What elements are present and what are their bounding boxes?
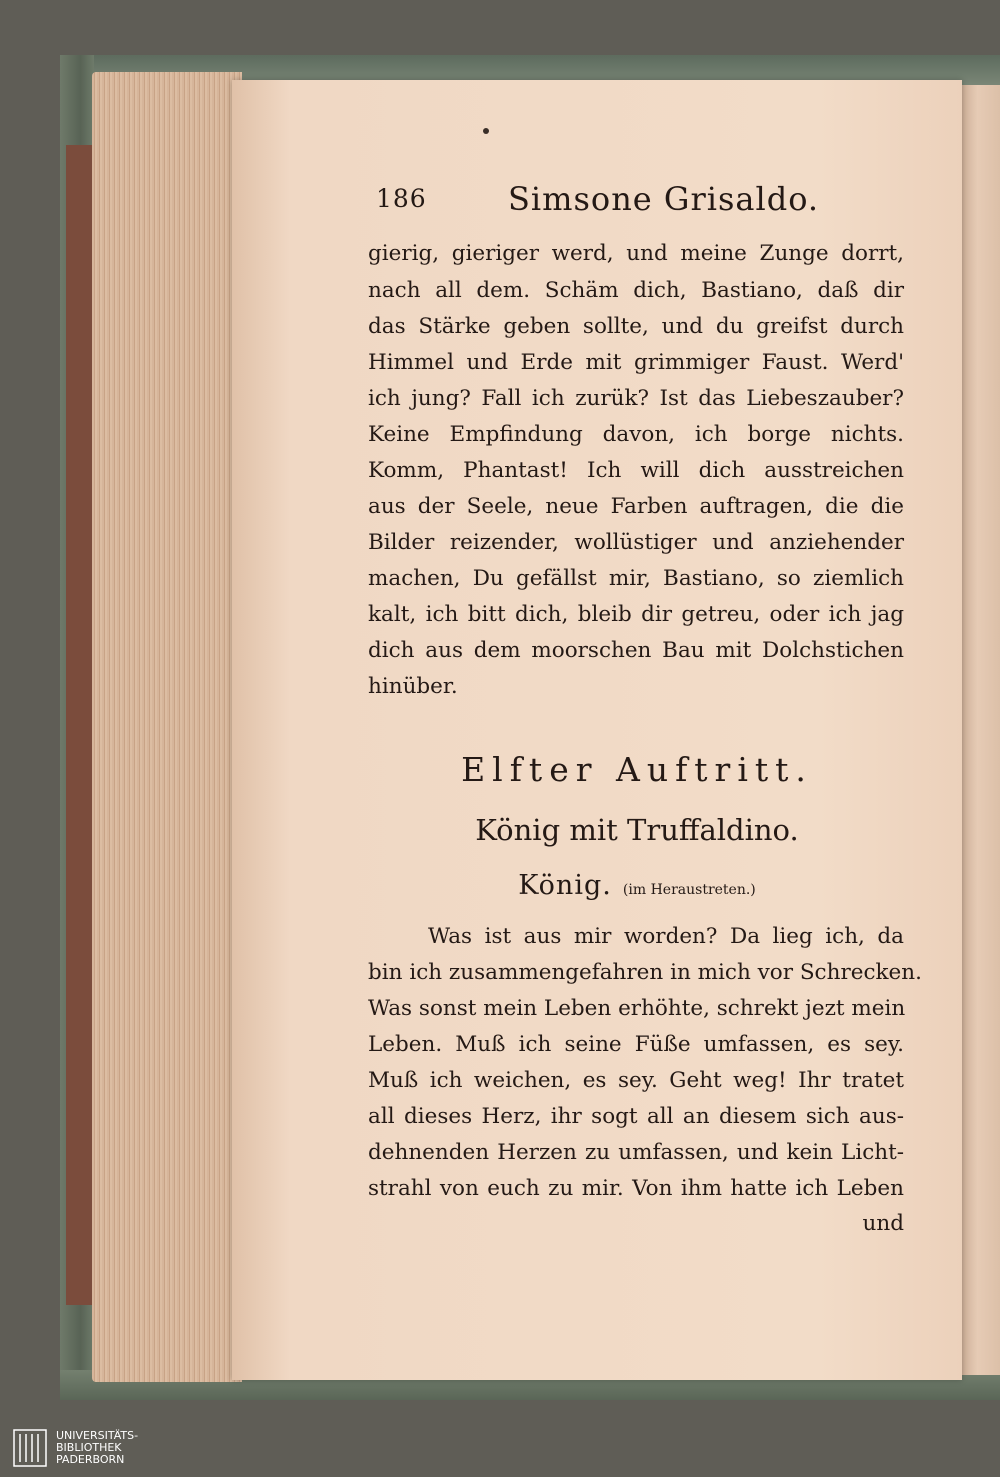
text-line: all dieses Herz, ihr sogt all an diesem sich aus-	[368, 1104, 904, 1129]
text-line: Was ist aus mir worden? Da lieg ich, da	[428, 924, 904, 949]
text-line: Was sonst mein Leben erhöhte, schrekt jezt mein	[368, 996, 906, 1021]
cover-spine-leather	[66, 145, 92, 1305]
logo-line-3: PADERBORN	[56, 1453, 125, 1466]
page-edges	[92, 72, 242, 1382]
text-line: bin ich zusammengefahren in mich vor Schrecken.	[368, 960, 922, 985]
text-line: machen, Du gefällst mir, Bastiano, so ziemlich	[368, 566, 904, 591]
speaker-name: König.	[518, 870, 612, 901]
text-line: Bilder reizender, wollüstiger und anziehender	[368, 530, 904, 555]
text-line: strahl von euch zu mir. Von ihm hatte ich Leben	[368, 1176, 904, 1201]
library-logo-text	[56, 1430, 138, 1466]
logo-line-2: BIBLIOTHEK	[56, 1441, 122, 1454]
text-line: dehnenden Herzen zu umfassen, und kein Licht-	[368, 1140, 904, 1165]
text-line: gierig, gieriger werd, und meine Zunge dorrt,	[368, 241, 904, 266]
text-line: aus der Seele, neue Farben auftragen, die die	[368, 494, 904, 519]
text-line: Leben. Muß ich seine Füße umfassen, es sey.	[368, 1032, 904, 1057]
text-line: kalt, ich bitt dich, bleib dir getreu, oder ich jag	[368, 602, 904, 627]
text-line: Himmel und Erde mit grimmiger Faust. Werd'	[368, 350, 904, 375]
stage-direction: (im Heraustreten.)	[622, 882, 756, 898]
text-line: ich jung? Fall ich zurük? Ist das Liebeszauber?	[368, 386, 904, 411]
text-line: dich aus dem moorschen Bau mit Dolchstichen	[368, 638, 904, 663]
page-number: 186	[376, 184, 427, 213]
logo-line-1: UNIVERSITÄTS-	[56, 1429, 139, 1442]
text-line: das Stärke geben sollte, und du greifst durch	[368, 314, 904, 339]
library-logo-icon	[12, 1428, 48, 1468]
text-line: Muß ich weichen, es sey. Geht weg! Ihr tratet	[368, 1068, 904, 1093]
text-line: hinüber.	[368, 674, 458, 699]
ink-dot	[483, 128, 489, 134]
text-line: nach all dem. Schäm dich, Bastiano, daß dir	[368, 278, 904, 303]
text-line: Komm, Phantast! Ich will dich ausstreichen	[368, 458, 904, 483]
speaker-line	[370, 870, 904, 901]
running-head: Simsone Grisaldo.	[508, 180, 820, 218]
catchword: und	[862, 1211, 904, 1236]
scene-heading: Elfter Auftritt.	[461, 750, 813, 789]
text-line: Keine Empfindung davon, ich borge nichts.	[368, 422, 904, 447]
scene-characters: König mit Truffaldino.	[475, 813, 799, 847]
